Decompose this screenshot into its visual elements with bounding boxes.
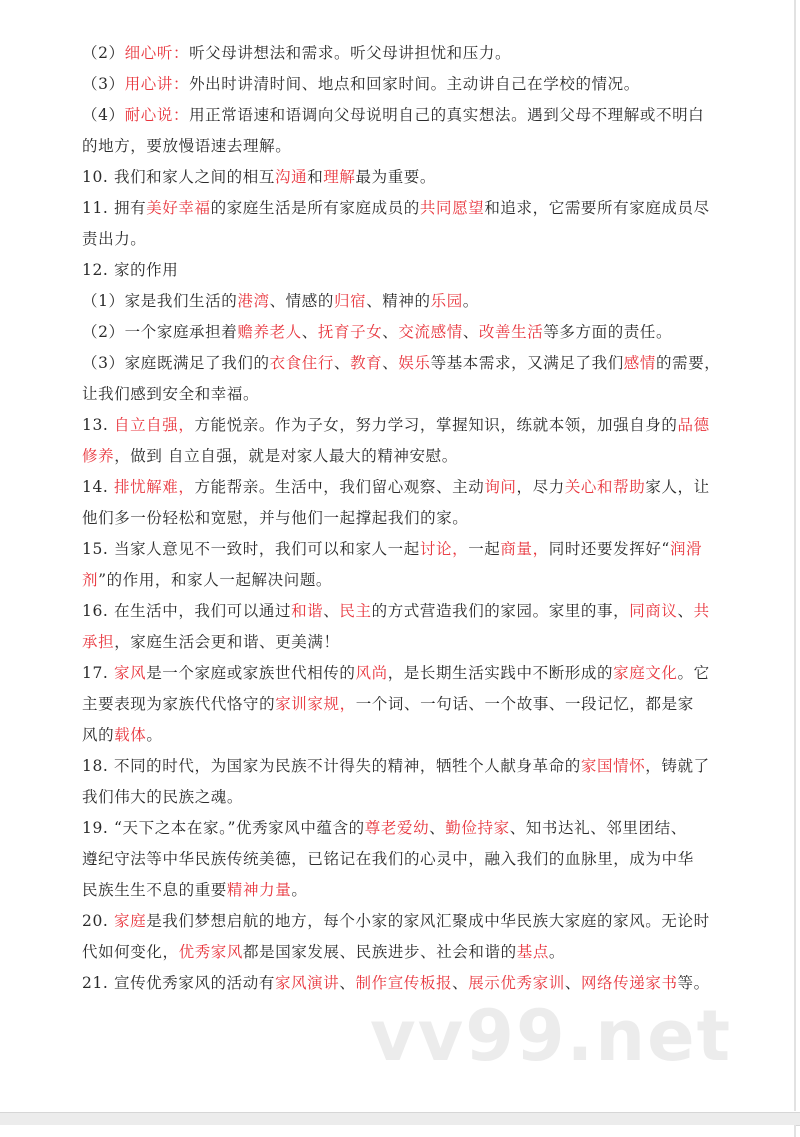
text-line <box>82 844 722 875</box>
highlight-keyword: 排忧解难， <box>113 478 195 496</box>
text-line <box>82 627 722 658</box>
highlight-keyword: 交流感情 <box>398 323 463 341</box>
body-text: 、知书达礼、邻里团结、 <box>509 819 687 837</box>
text-line <box>82 410 722 441</box>
highlight-keyword: 用心讲： <box>124 75 190 93</box>
body-text: （3） <box>82 75 125 93</box>
body-text: 15. 当家人意见不一致时，我们可以和家人一起 <box>82 540 420 558</box>
body-text: 最为重要。 <box>355 168 437 186</box>
highlight-keyword: 改善生活 <box>478 323 544 341</box>
highlight-keyword: 家国情怀 <box>580 757 646 775</box>
body-text: 方能帮亲。生活中，我们留心观察、主动 <box>194 478 485 496</box>
text-line <box>82 193 722 224</box>
highlight-keyword: 家庭 <box>113 912 147 930</box>
text-line <box>82 38 722 69</box>
body-text: 和 <box>307 168 324 186</box>
body-text: 、 <box>339 974 356 992</box>
body-text: 。 <box>548 943 566 961</box>
highlight-keyword: 沟通 <box>274 168 308 186</box>
highlight-keyword: 同商议 <box>629 602 678 620</box>
text-line <box>82 286 722 317</box>
body-text: （3）家庭既满足了我们的 <box>82 354 270 372</box>
body-text: 14. <box>82 478 114 496</box>
text-line <box>82 224 722 255</box>
highlight-keyword: 风尚 <box>355 664 388 682</box>
text-line <box>82 813 722 844</box>
highlight-keyword: 优秀家风 <box>178 943 244 961</box>
highlight-keyword: 港湾 <box>237 292 270 310</box>
highlight-keyword: 载体 <box>114 726 147 744</box>
text-line <box>82 534 722 565</box>
text-line <box>82 689 722 720</box>
body-text: 的家庭生活是所有家庭成员的 <box>210 199 420 217</box>
highlight-keyword: 商量， <box>500 540 549 558</box>
body-text: 18. 不同的时代，为国家为民族不计得失的精神，牺牲个人献身革命的 <box>82 757 581 775</box>
body-text: 代如何变化， <box>82 943 179 961</box>
highlight-keyword: 家风 <box>113 664 147 682</box>
highlight-keyword: 勤俭持家 <box>445 819 510 837</box>
body-text: 的方式营造我们的家园。家里的事， <box>371 602 630 620</box>
body-text: 和追求，它需要所有家庭成员尽 <box>484 199 710 217</box>
highlight-keyword: 归宿 <box>333 292 367 310</box>
body-text: 方能悦亲。作为子女，努力学习，掌握知识，练就本领，加强自身的 <box>194 416 678 434</box>
highlight-keyword: 共同愿望 <box>419 199 485 217</box>
highlight-keyword: 感情 <box>623 354 656 372</box>
highlight-keyword: 家风演讲 <box>274 974 340 992</box>
highlight-keyword: 理解 <box>323 168 356 186</box>
text-line <box>82 503 722 534</box>
highlight-keyword: 美好幸福 <box>146 199 211 217</box>
body-text: 听父母讲想法和需求。听父母讲担忧和压力。 <box>189 44 512 62</box>
body-text: 一个词、一句话、一个故事、一段记忆，都是家 <box>355 695 694 713</box>
body-text: 、 <box>382 354 399 372</box>
body-text: 等基本需求，又满足了我们 <box>430 354 624 372</box>
highlight-keyword: 品德 <box>677 416 710 434</box>
highlight-keyword: 自立自强， <box>113 416 195 434</box>
body-text: 。 <box>462 292 479 310</box>
body-text: 同时还要发挥好“ <box>548 540 670 558</box>
highlight-keyword: 网络传递家书 <box>580 974 678 992</box>
body-text: 都是国家发展、民族进步、社会和谐的 <box>243 943 517 961</box>
highlight-keyword: 尊老爱幼 <box>364 819 430 837</box>
highlight-keyword: 修养 <box>82 447 115 465</box>
text-line <box>82 906 722 937</box>
body-text: 、 <box>462 323 479 341</box>
body-text: 、情感的 <box>269 292 334 310</box>
body-text: 、 <box>429 819 446 837</box>
highlight-keyword: 基点 <box>516 943 549 961</box>
highlight-keyword: 细心听： <box>124 44 190 62</box>
body-text: 20. <box>82 912 114 930</box>
document-body <box>82 38 722 999</box>
highlight-keyword: 润滑 <box>669 540 703 558</box>
next-page-edge <box>0 1125 796 1137</box>
text-line <box>82 596 722 627</box>
highlight-keyword: 耐心说： <box>124 106 190 124</box>
text-line <box>82 782 722 813</box>
text-line <box>82 968 722 999</box>
text-line <box>82 162 722 193</box>
highlight-keyword: 衣食住行 <box>269 354 334 372</box>
body-text: 是我们梦想启航的地方，每个小家的家风汇聚成中华民族大家庭的家风。无论时 <box>146 912 710 930</box>
highlight-keyword: 剂 <box>82 571 99 589</box>
body-text: 他们多一份轻松和宽慰，并与他们一起撑起我们的家。 <box>82 509 469 527</box>
body-text: 让我们感到安全和幸福。 <box>82 385 260 403</box>
body-text: 等。 <box>677 974 710 992</box>
body-text: 、 <box>677 602 694 620</box>
body-text: 、精神的 <box>366 292 431 310</box>
highlight-keyword: 关心和帮助 <box>564 478 646 496</box>
body-text: 16. 在生活中，我们可以通过 <box>82 602 292 620</box>
highlight-keyword: 精神力量 <box>226 881 292 899</box>
body-text: （1）家是我们生活的 <box>82 292 238 310</box>
text-line <box>82 69 722 100</box>
body-text: 10. 我们和家人之间的相互 <box>82 168 275 186</box>
highlight-keyword: 家庭文化 <box>613 664 678 682</box>
text-line <box>82 317 722 348</box>
body-text: 的地方，要放慢语速去理解。 <box>82 137 292 155</box>
body-text: （4） <box>82 106 125 124</box>
body-text: 、 <box>323 602 340 620</box>
body-text: 的需要， <box>656 354 721 372</box>
text-line <box>82 255 722 286</box>
highlight-keyword: 乐园 <box>430 292 463 310</box>
text-line <box>82 720 722 751</box>
highlight-keyword: 家训家规， <box>275 695 356 713</box>
text-line <box>82 379 722 410</box>
body-text: ，是长期生活实践中不断形成的 <box>387 664 614 682</box>
body-text: 、 <box>333 354 351 372</box>
text-line <box>82 472 722 503</box>
highlight-keyword: 承担 <box>82 633 115 651</box>
text-line <box>82 875 722 906</box>
highlight-keyword: 讨论， <box>419 540 469 558</box>
body-text: 。它 <box>677 664 710 682</box>
highlight-keyword: 民主 <box>339 602 372 620</box>
body-text: 、 <box>301 323 318 341</box>
body-text: 13. <box>82 416 114 434</box>
text-line <box>82 751 722 782</box>
body-text: （2）一个家庭承担着 <box>82 323 238 341</box>
body-text: 风的 <box>82 726 115 744</box>
body-text: 遵纪守法等中华民族传统美德，已铭记在我们的心灵中，融入我们的血脉里，成为中华 <box>82 850 694 868</box>
watermark: vv99.net <box>370 995 733 1077</box>
body-text: ，铸就了 <box>645 757 710 775</box>
body-text: 主要表现为家族代代恪守的 <box>82 695 276 713</box>
highlight-keyword: 询问 <box>484 478 517 496</box>
text-line <box>82 937 722 968</box>
text-line <box>82 658 722 689</box>
body-text: 、 <box>564 974 581 992</box>
body-text: （2） <box>82 44 125 62</box>
body-text: ，尽力 <box>516 478 565 496</box>
body-text: 12. 家的作用 <box>82 261 179 279</box>
page-separator <box>0 1112 800 1126</box>
highlight-keyword: 和谐 <box>291 602 324 620</box>
highlight-keyword: 展示优秀家训 <box>468 974 565 992</box>
body-text: ，做到 自立自强，就是对家人最大的精神安慰。 <box>114 447 458 465</box>
body-text: ，家庭生活会更和谐、更美满！ <box>114 633 340 651</box>
body-text: 21. 宣传优秀家风的活动有 <box>82 974 275 992</box>
body-text: 责出力。 <box>82 230 147 248</box>
text-line <box>82 131 722 162</box>
highlight-keyword: 抚育子女 <box>317 323 383 341</box>
text-line <box>82 348 722 379</box>
body-text: ”的作用，和家人一起解决问题。 <box>98 571 333 589</box>
body-text: 。 <box>291 881 308 899</box>
body-text: 一起 <box>468 540 501 558</box>
body-text: 用正常语速和语调向父母说明自己的真实想法。遇到父母不理解或不明白 <box>189 106 705 124</box>
body-text: 家人，让 <box>645 478 710 496</box>
body-text: 等多方面的责任。 <box>543 323 673 341</box>
highlight-keyword: 共 <box>693 602 710 620</box>
text-line <box>82 100 722 131</box>
highlight-keyword: 娱乐 <box>398 354 431 372</box>
body-text: 是一个家庭或家族世代相传的 <box>146 664 356 682</box>
highlight-keyword: 教育 <box>350 354 383 372</box>
body-text: 外出时讲清时间、地点和回家时间。主动讲自己在学校的情况。 <box>189 75 640 93</box>
text-line <box>82 441 722 472</box>
body-text: 、 <box>382 323 399 341</box>
body-text: 19. “天下之本在家。”优秀家风中蕴含的 <box>82 819 365 837</box>
body-text: 。 <box>146 726 163 744</box>
text-line <box>82 565 722 596</box>
body-text: 、 <box>452 974 469 992</box>
body-text: 我们伟大的民族之魂。 <box>82 788 244 806</box>
highlight-keyword: 制作宣传板报 <box>355 974 453 992</box>
body-text: 11. 拥有 <box>82 199 147 217</box>
body-text: 17. <box>82 664 114 682</box>
highlight-keyword: 赡养老人 <box>237 323 302 341</box>
body-text: 民族生生不息的重要 <box>82 881 227 899</box>
